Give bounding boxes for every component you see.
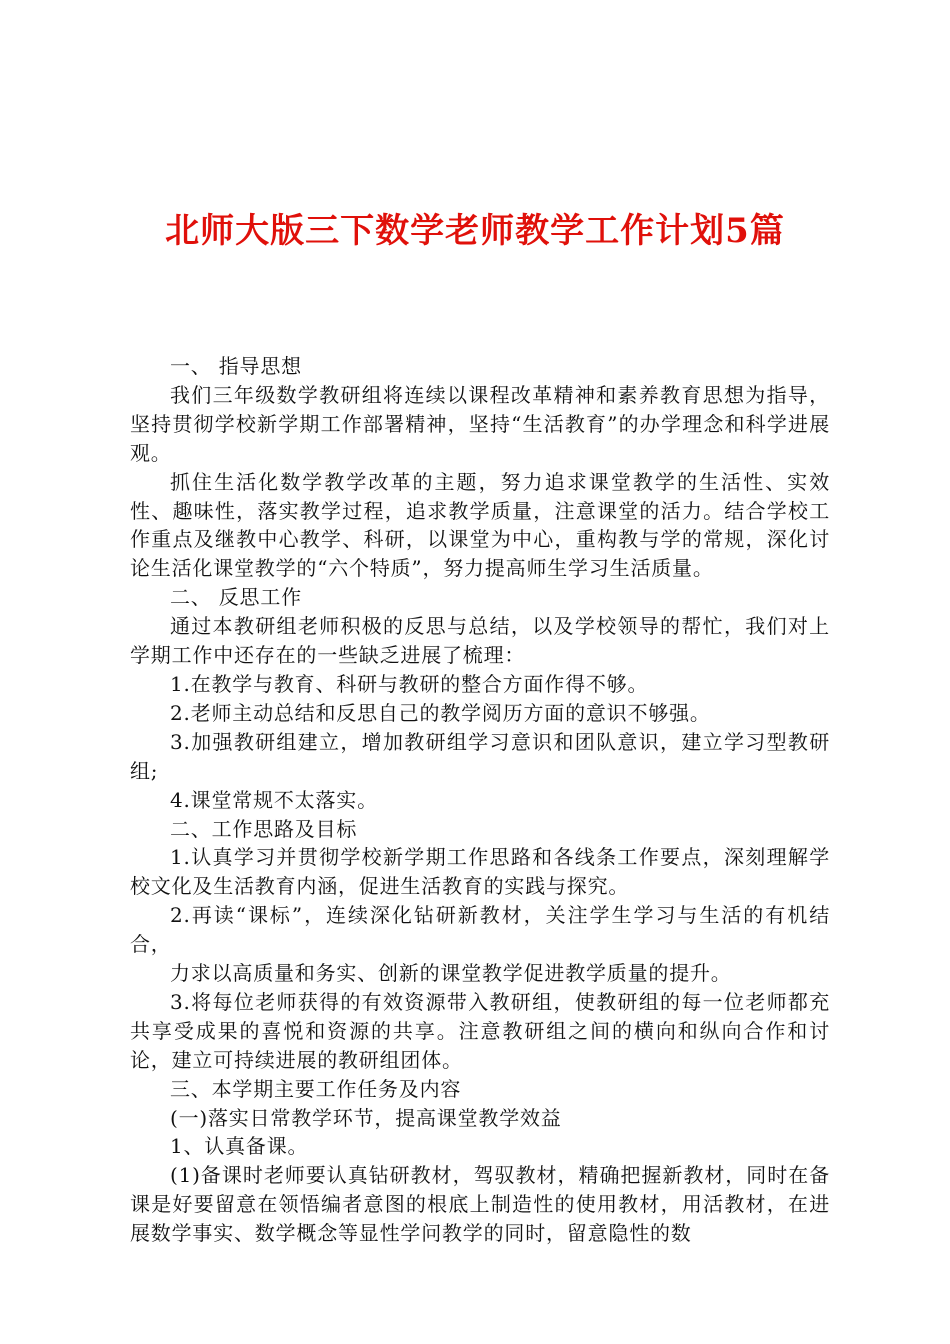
document-title: 北师大版三下数学老师教学工作计划5篇 bbox=[165, 211, 785, 251]
list-item: 1.在教学与教育、科研与教研的整合方面作得不够。 bbox=[170, 671, 649, 696]
section-heading-guiding-ideology: 一、 指导思想 bbox=[170, 354, 302, 378]
body-paragraph: 力求以高质量和务实、创新的课堂教学促进教学质量的提升。 bbox=[170, 961, 732, 986]
section-heading-work-ideas: 二、工作思路及目标 bbox=[170, 816, 358, 841]
list-item: 3.将每位老师获得的有效资源带入教研组，使教研组的每一位老师都充共享受成果的喜悦和资源的共享。注意教研组之间的横向和纵向合作和讨论，建立可持续进展的教研组团体。 bbox=[130, 989, 830, 1072]
section-heading-reflection: 二、 反思工作 bbox=[170, 585, 302, 610]
list-item: 1.认真学习并贯彻学校新学期工作思路和各线条工作要点，深刻理解学校文化及生活教育内涵，促进生活教育的实践与探究。 bbox=[130, 845, 830, 899]
body-paragraph: 通过本教研组老师积极的反思与总结，以及学校领导的帮忙，我们对上学期工作中还存在的一些缺乏进展了梳理： bbox=[130, 614, 830, 668]
section-heading-main-tasks: 三、本学期主要工作任务及内容 bbox=[170, 1076, 462, 1101]
list-item: 4.课堂常规不太落实。 bbox=[170, 787, 378, 812]
subsection-heading: (一)落实日常教学环节，提高课堂教学效益 bbox=[170, 1105, 562, 1130]
list-item: 2.老师主动总结和反思自己的教学阅历方面的意识不够强。 bbox=[170, 700, 711, 725]
subsection-item: 1、认真备课。 bbox=[170, 1134, 309, 1159]
list-item: 3.加强教研组建立，增加教研组学习意识和团队意识，建立学习型教研组; bbox=[130, 729, 830, 783]
body-paragraph: 抓住生活化数学教学改革的主题，努力追求课堂教学的生活性、实效性、趣味性，落实教学过程，追求教学质量，注意课堂的活力。结合学校工作重点及继教中心教学、科研，以课堂为中心，重构教与学的常规，深化讨论生活化课堂教学的“六个特质”，努力提高师生学习生活质量。 bbox=[130, 469, 830, 581]
body-paragraph: (1)备课时老师要认真钻研教材，驾驭教材，精确把握新教材，同时在备课是好要留意在领悟编者意图的根底上制造性的使用教材，用活教材，在进展数学事实、数学概念等显性学问教学的同时，留意隐性的数 bbox=[130, 1163, 830, 1246]
document-body bbox=[130, 352, 830, 1248]
body-paragraph: 我们三年级数学教研组将连续以课程改革精神和素养教育思想为指导，坚持贯彻学校新学期工作部署精神，坚持“生活教育”的办学理念和科学进展观。 bbox=[130, 382, 830, 465]
list-item: 2.再读“课标”，连续深化钻研新教材，关注学生学习与生活的有机结合， bbox=[130, 903, 830, 957]
